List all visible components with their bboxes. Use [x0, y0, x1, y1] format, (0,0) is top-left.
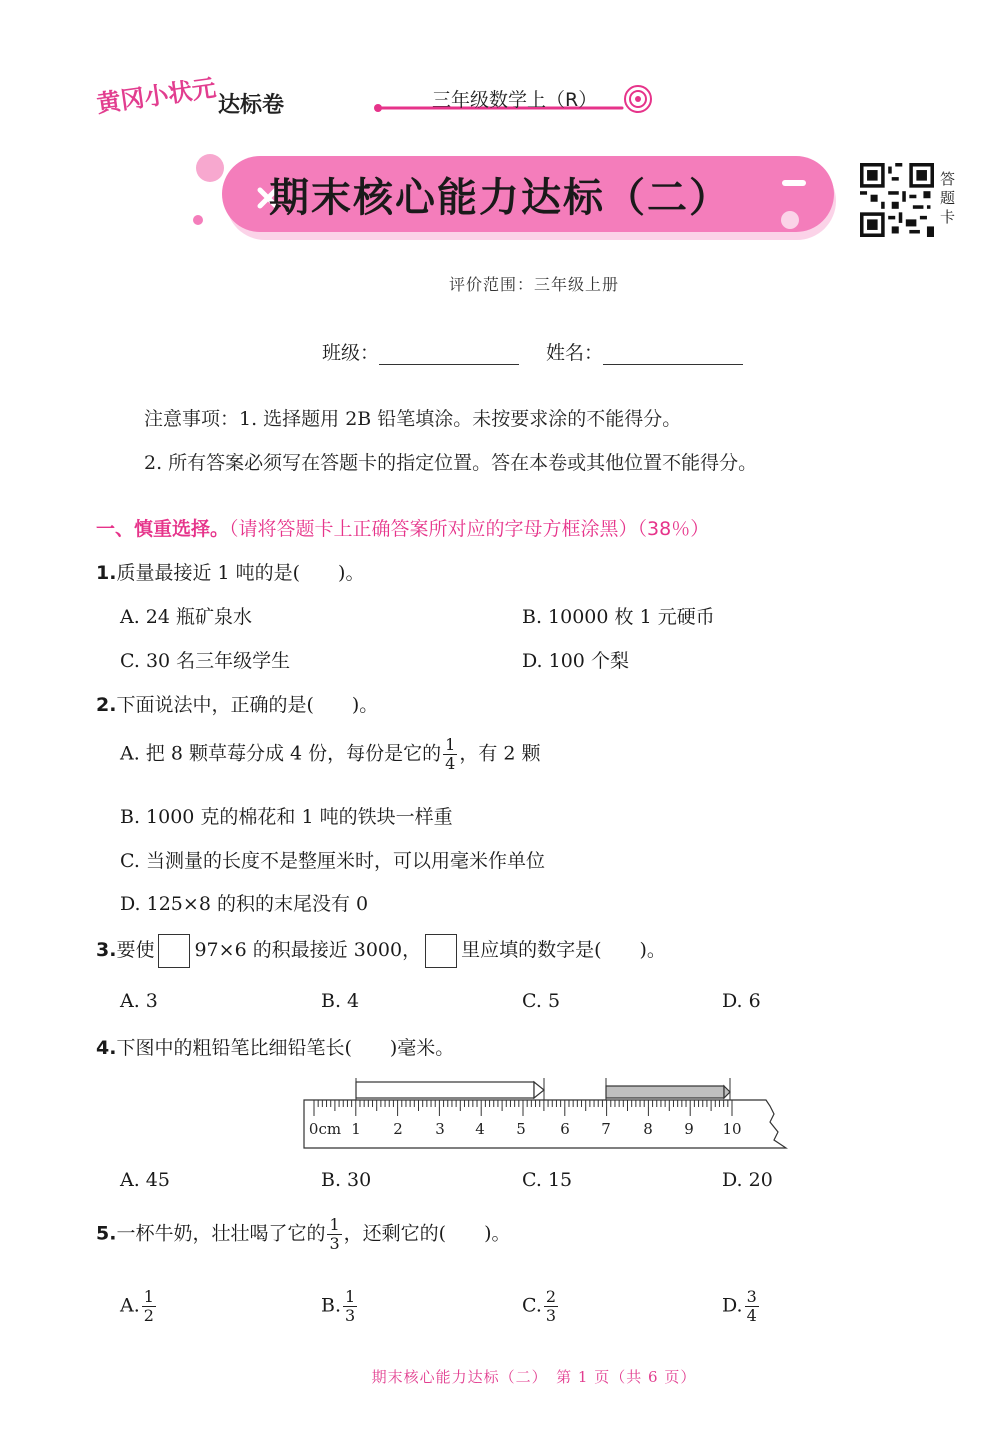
- fraction: [443, 736, 457, 773]
- ruler-label-10: 10: [722, 1120, 742, 1138]
- question-4: [96, 1033, 454, 1060]
- question-number: 4.: [96, 1037, 117, 1059]
- fraction: [142, 1288, 156, 1325]
- section-instruction: （请将答题卡上正确答案所对应的字母方框涂黑）（38％）: [229, 518, 710, 540]
- page-title: 期末核心能力达标（二）: [269, 175, 731, 221]
- ruler-label-9: 9: [684, 1120, 694, 1138]
- q2-option-b[interactable]: B. 1000 克的棉花和 1 吨的铁块一样重: [120, 806, 453, 828]
- ruler-label-6: 6: [560, 1120, 570, 1138]
- digit-box[interactable]: [158, 934, 190, 968]
- option-label: A.: [120, 1294, 140, 1317]
- denominator: 2: [143, 1306, 154, 1325]
- q5-option-c[interactable]: [522, 1288, 560, 1325]
- class-blank[interactable]: [379, 342, 519, 365]
- denominator: 3: [345, 1306, 356, 1325]
- denominator: 4: [445, 754, 456, 773]
- name-field[interactable]: [546, 338, 743, 365]
- denominator: 3: [329, 1234, 340, 1253]
- question-number: 2.: [96, 694, 117, 716]
- question-3: [96, 934, 666, 968]
- ruler-figure: [300, 1074, 792, 1154]
- ruler-label-7: 7: [601, 1120, 611, 1138]
- note-line-2: 2. 所有答案必须写在答题卡的指定位置。答在本卷或其他位置不能得分。: [144, 452, 758, 474]
- brand-logo: 黄冈小状元: [94, 73, 218, 119]
- question-text: 要使: [116, 939, 155, 961]
- name-label: 姓名：: [546, 342, 604, 364]
- question-text: ，还剩它的( )。: [343, 1222, 511, 1245]
- numerator: 2: [545, 1287, 557, 1306]
- q5-option-d[interactable]: [722, 1288, 761, 1325]
- answer-card-label: 答题卡: [940, 170, 956, 226]
- denominator: 3: [545, 1306, 557, 1325]
- grade-label: 三年级数学上（R）: [432, 89, 598, 111]
- numerator: 1: [143, 1287, 154, 1306]
- fraction: [343, 1288, 357, 1325]
- fraction: [544, 1288, 558, 1325]
- q2-option-d[interactable]: D. 125×8 的积的末尾没有 0: [120, 893, 369, 915]
- numerator: 1: [345, 1287, 356, 1306]
- qr-code-icon[interactable]: [860, 163, 934, 237]
- numerator: 1: [329, 1215, 340, 1234]
- page-footer: 期末核心能力达标（二） 第 1 页（共 6 页）: [371, 1368, 697, 1386]
- option-label: D.: [722, 1294, 743, 1317]
- option-label: B.: [321, 1294, 342, 1317]
- question-number: 1.: [96, 562, 117, 584]
- q3-option-c[interactable]: C. 5: [522, 990, 561, 1012]
- evaluation-scope: 评价范围：三年级上册: [448, 275, 619, 294]
- ruler-label-0: 0cm: [308, 1120, 342, 1138]
- q4-option-d[interactable]: D. 20: [722, 1169, 773, 1191]
- section-title: 一、慎重选择。: [96, 518, 230, 540]
- ruler-label-8: 8: [643, 1120, 653, 1138]
- ruler-label-3: 3: [435, 1120, 445, 1138]
- option-text: ，有 2 颗: [459, 742, 541, 765]
- class-field[interactable]: [322, 338, 519, 365]
- question-text: 下面说法中，正确的是( )。: [116, 694, 379, 716]
- question-text: 97×6 的积最接近 3000，: [194, 939, 422, 961]
- option-text: A. 把 8 颗草莓分成 4 份，每份是它的: [120, 742, 442, 765]
- question-text: 一杯牛奶，壮壮喝了它的: [116, 1222, 326, 1245]
- ruler-label-2: 2: [393, 1120, 403, 1138]
- q2-option-a[interactable]: [120, 736, 541, 773]
- question-text: 里应填的数字是( )。: [461, 939, 666, 961]
- name-blank[interactable]: [603, 342, 743, 365]
- numerator: 1: [445, 735, 456, 754]
- q5-option-b[interactable]: [321, 1288, 359, 1325]
- note-line-1: 注意事项：1. 选择题用 2B 铅笔填涂。未按要求涂的不能得分。: [144, 408, 682, 430]
- q4-option-c[interactable]: C. 15: [522, 1169, 573, 1191]
- fraction: [327, 1216, 341, 1253]
- q1-option-d[interactable]: D. 100 个梨: [522, 650, 629, 672]
- q3-option-b[interactable]: B. 4: [321, 990, 360, 1012]
- ruler-label-1: 1: [351, 1120, 361, 1138]
- question-5: [96, 1216, 510, 1253]
- q3-option-a[interactable]: A. 3: [120, 990, 158, 1012]
- section-heading: [96, 514, 709, 541]
- q3-option-d[interactable]: D. 6: [722, 990, 761, 1012]
- fraction: [745, 1288, 759, 1325]
- option-label: C.: [522, 1294, 542, 1317]
- ruler-label-5: 5: [516, 1120, 526, 1138]
- q1-option-b[interactable]: B. 10000 枚 1 元硬币: [522, 606, 715, 628]
- question-text: 下图中的粗铅笔比细铅笔长( )毫米。: [116, 1037, 455, 1059]
- digit-box[interactable]: [425, 934, 457, 968]
- question-text: 质量最接近 1 吨的是( )。: [116, 562, 365, 584]
- series-label: 达标卷: [218, 93, 285, 118]
- q1-option-c[interactable]: C. 30 名三年级学生: [120, 650, 291, 672]
- q4-option-a[interactable]: A. 45: [120, 1169, 170, 1191]
- denominator: 4: [746, 1306, 757, 1325]
- question-1: [96, 558, 364, 585]
- question-number: 5.: [96, 1222, 117, 1245]
- q2-option-c[interactable]: C. 当测量的长度不是整厘米时，可以用毫米作单位: [120, 850, 545, 872]
- question-2: [96, 690, 378, 717]
- question-number: 3.: [96, 939, 117, 961]
- q4-option-b[interactable]: B. 30: [321, 1169, 372, 1191]
- q1-option-a[interactable]: A. 24 瓶矿泉水: [120, 606, 253, 628]
- q5-option-a[interactable]: [120, 1288, 158, 1325]
- ruler-label-4: 4: [475, 1120, 485, 1138]
- class-label: 班级：: [322, 342, 380, 364]
- numerator: 3: [746, 1287, 757, 1306]
